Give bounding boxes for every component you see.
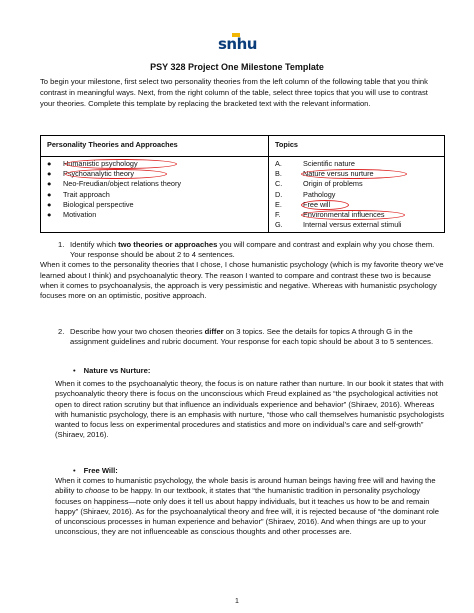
theory-item: ● Humanistic psychology xyxy=(47,159,262,169)
theories-header: Personality Theories and Approaches xyxy=(41,136,269,157)
page-number: 1 xyxy=(235,598,239,605)
document-title: PSY 328 Project One Milestone Template xyxy=(150,62,324,72)
topic-item: B. Nature versus nurture xyxy=(275,169,438,179)
annotation-circle xyxy=(301,200,349,210)
section-nature-nurture xyxy=(40,366,444,440)
topics-cell xyxy=(269,157,445,233)
theories-topics-table xyxy=(40,135,445,233)
annotation-circle xyxy=(301,210,405,220)
intro-paragraph: To begin your milestone, first select two personality theories from the left column of the following table that you think contrast in meaningful ways. Next, from the right column of the table, select three topics that you will use to contrast your theories. Complete this template by replacing the bracketed text with the relevant information. xyxy=(40,77,428,108)
bullet-icon: ● xyxy=(47,199,52,209)
section-body: When it comes to the psychoanalytic theory, the focus is on nature rather than nurture. In our book it states that with psychoanalytic theory there is focus on the unconscious which Freud explained as “the psychological activities not open to direct ration scrutiny but that influence an individuals experience and behavior” (Shiraev, 2016). Whereas with humanistic psychology, there is an emphasis with nurture, “those who call themselves humanistic psychologists wanted to focus less on experimental procedures and statistics and more on individual’s care and self-growth” (Shiraev, 2016). xyxy=(55,379,445,440)
topic-item: D. Pathology xyxy=(275,189,336,199)
topic-item: A. Scientific nature xyxy=(275,159,355,168)
section-body: When it comes to humanistic psychology, the whole basis is around human beings having free will and having the ability to choose to be happy. In our textbook, it states that “the humanistic tradition in personality psychology focuses on happiness—note only does it tell us about happy individuals, but it teaches us how to be and remain happy” (Shiraev, 2016). As for the psychoanalytical theory and free will, it is rejected because of “the dominant role of unconscious processes in human experience and behavior” (Shiraev, 2016). And when things are up to your unconscious, they are not influenceable as conscious thoughts and other processes are. xyxy=(55,476,439,537)
section-free-will xyxy=(40,466,444,537)
bullet-icon: ● xyxy=(47,189,52,199)
annotation-circle xyxy=(65,159,177,169)
theory-item: ● Motivation xyxy=(47,209,97,219)
logo-text: snhu xyxy=(218,35,257,53)
theory-item: ● Neo-Freudian/object relations theory xyxy=(47,179,182,189)
theory-item: ● Psychoanalytic theory xyxy=(47,169,262,179)
bullet-icon: ● xyxy=(47,179,52,189)
snhu-logo xyxy=(218,33,258,59)
bullet-icon: ● xyxy=(47,169,52,179)
section-heading: • Free Will: xyxy=(73,466,118,475)
question-2-prompt: 2. Describe how your two chosen theories differ on 3 topics. See the details for topics A through G in the assignment guidelines and rubric document. Your response for each topic should be about 3 to 5 sentences. xyxy=(58,327,434,347)
topic-item: C. Origin of problems xyxy=(275,179,363,189)
topic-item: G. Internal versus external stimuli xyxy=(275,220,402,230)
bullet-icon: ● xyxy=(47,159,52,168)
section-heading: • Nature vs Nurture: xyxy=(73,366,151,375)
topic-item: E. Free will xyxy=(275,200,438,210)
theory-item: ● Biological perspective xyxy=(47,199,134,209)
theory-item: ● Trait approach xyxy=(47,189,110,199)
question-1 xyxy=(40,240,444,301)
bullet-icon: • xyxy=(73,366,76,375)
topics-header: Topics xyxy=(269,136,445,157)
theories-cell xyxy=(41,157,269,233)
bullet-icon: ● xyxy=(47,209,52,219)
topic-item: F. Environmental influences xyxy=(275,210,438,220)
bullet-icon: • xyxy=(73,466,76,475)
question-1-prompt: 1. Identify which two theories or approaches you will compare and contrast and explain why you chose them. Your response should be about 2 to 4 sentences. xyxy=(58,240,435,260)
question-2 xyxy=(40,327,444,347)
question-1-answer: When it comes to the personality theories that I chose, I chose humanistic psychology (which is my favorite theory we’ve learned about I think) and psychoanalytic theory. The reason I wanted to compare and contrast these two is because when it comes to psychoanalysis, the approach is very pessimistic and negative. Whereas with humanistic psychology focuses more on an optimistic, positive approach. xyxy=(40,260,444,301)
